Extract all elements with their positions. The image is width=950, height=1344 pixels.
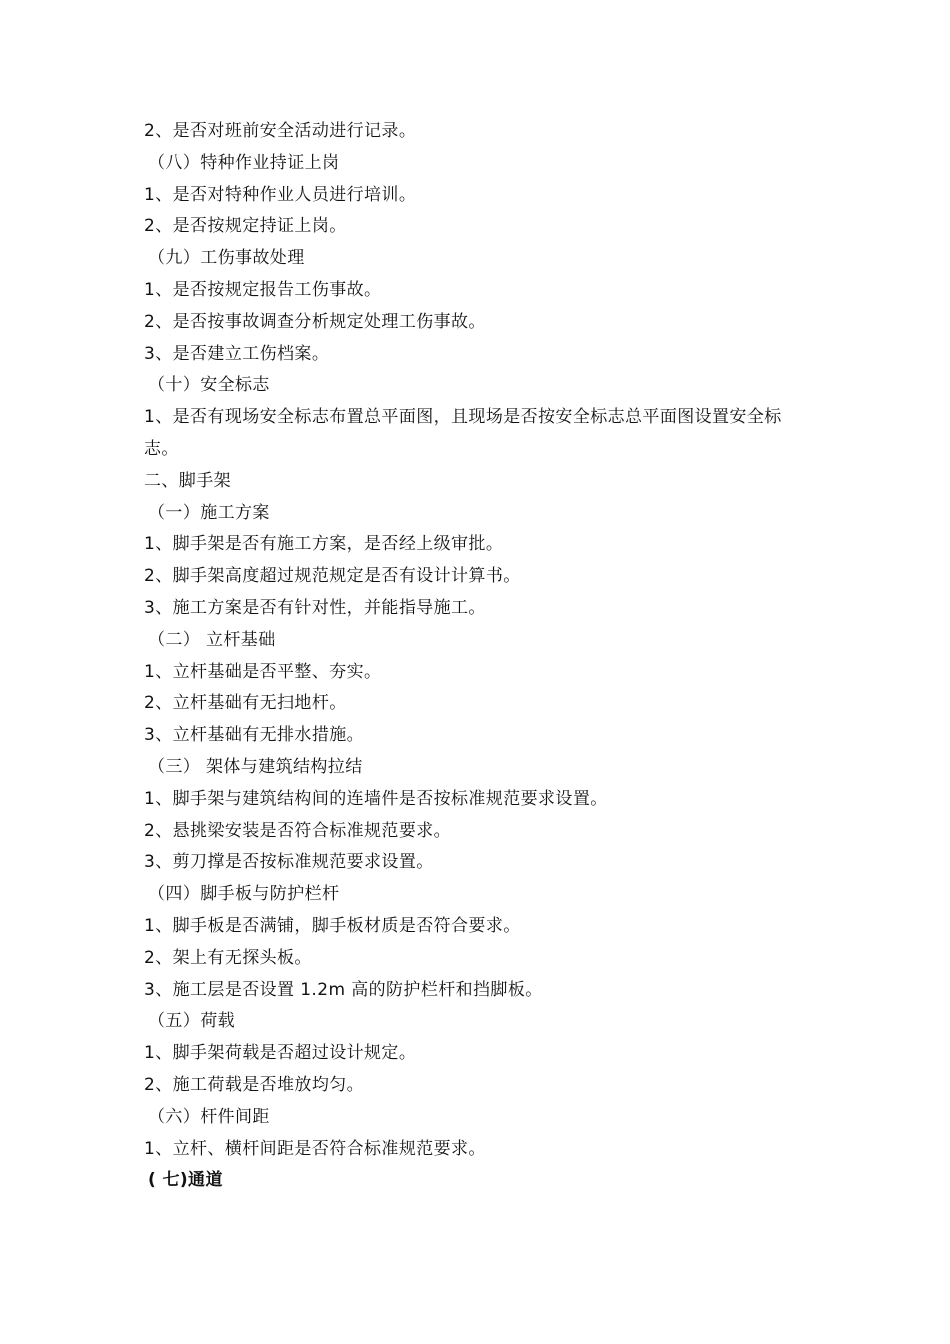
document-body <box>144 116 824 1197</box>
text-line: 2、是否对班前安全活动进行记录。 <box>144 121 417 141</box>
section-heading: 二、脚手架 <box>144 470 231 491</box>
text-line: 2、架上有无探头板。 <box>144 947 312 968</box>
subsection-heading: （九）工伤事故处理 <box>148 248 305 269</box>
text-line: 1、是否对特种作业人员进行培训。 <box>144 184 417 205</box>
subsection-heading: （三） 架体与建筑结构拉结 <box>148 756 363 777</box>
text-line: 1、脚手架是否有施工方案，是否经上级审批。 <box>144 534 504 555</box>
text-line: 1、是否按规定报告工伤事故。 <box>144 279 382 300</box>
text-line: 1、立杆、横杆间距是否符合标准规范要求。 <box>144 1138 486 1159</box>
text-line: 2、是否按规定持证上岗。 <box>144 216 347 237</box>
text-line: 2、立杆基础有无扫地杆。 <box>144 693 347 714</box>
subsection-heading: （十）安全标志 <box>148 375 270 396</box>
text-line: 3、立杆基础有无排水措施。 <box>144 725 365 746</box>
text-line: 1、脚手架与建筑结构间的连墙件是否按标准规范要求设置。 <box>144 788 608 809</box>
text-line: 3、是否建立工伤档案。 <box>144 343 330 364</box>
text-line: 2、施工荷载是否堆放均匀。 <box>144 1074 365 1095</box>
text-line: 1、立杆基础是否平整、夯实。 <box>144 661 382 682</box>
text-line: 2、脚手架高度超过规范规定是否有设计计算书。 <box>144 566 521 587</box>
subsection-heading: ( 七)通道 <box>148 1170 223 1191</box>
subsection-heading: （一）施工方案 <box>148 502 270 523</box>
subsection-heading: （四）脚手板与防护栏杆 <box>148 884 340 905</box>
text-paragraph: 1、是否有现场安全标志布置总平面图，且现场是否按安全标志总平面图设置安全标志。 <box>144 407 782 459</box>
text-line: 3、剪刀撑是否按标准规范要求设置。 <box>144 852 434 873</box>
text-line: 1、脚手架荷载是否超过设计规定。 <box>144 1043 417 1064</box>
text-line: 2、悬挑梁安装是否符合标准规范要求。 <box>144 820 452 841</box>
subsection-heading: （二） 立杆基础 <box>148 629 276 650</box>
subsection-heading: （五）荷载 <box>148 1011 235 1032</box>
text-line: 3、施工方案是否有针对性，并能指导施工。 <box>144 597 486 618</box>
text-line: 3、施工层是否设置 1.2m 高的防护栏杆和挡脚板。 <box>144 979 543 1000</box>
subsection-heading: （八）特种作业持证上岗 <box>148 152 340 173</box>
text-line: 2、是否按事故调查分析规定处理工伤事故。 <box>144 311 486 332</box>
subsection-heading: （六）杆件间距 <box>148 1106 270 1127</box>
text-line: 1、脚手板是否满铺，脚手板材质是否符合要求。 <box>144 915 521 936</box>
